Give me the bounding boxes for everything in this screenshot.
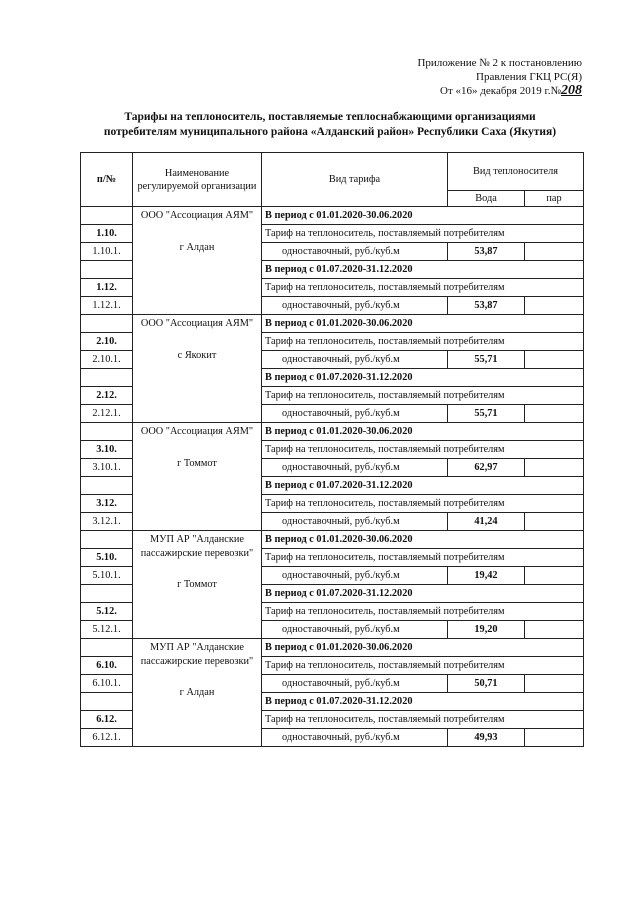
header-carrier: Вид теплоносителя xyxy=(448,153,584,191)
subitem-number: 5.12.1. xyxy=(81,621,133,639)
tariff-description: Тариф на теплоноситель, поставляемый потребителям xyxy=(262,603,584,621)
num-cell-empty xyxy=(81,639,133,657)
decree-number: 208 xyxy=(561,83,582,98)
org-place: г Томмот xyxy=(177,579,217,590)
org-cell xyxy=(133,207,262,315)
subitem-number: 1.12.1. xyxy=(81,297,133,315)
tariff-description: Тариф на теплоноситель, поставляемый потребителям xyxy=(262,495,584,513)
header-steam: пар xyxy=(525,191,584,207)
title-line-1: Тарифы на теплоноситель, поставляемые теплоснабжающими организациями xyxy=(124,111,536,123)
item-number: 2.10. xyxy=(81,333,133,351)
item-number: 3.10. xyxy=(81,441,133,459)
rate-type: одноставочный, руб./куб.м xyxy=(262,243,448,261)
item-number: 1.12. xyxy=(81,279,133,297)
org-place: г Томмот xyxy=(177,457,217,469)
num-cell-empty xyxy=(81,477,133,495)
org-name: ООО "Ассоциация АЯМ" xyxy=(140,210,254,221)
item-number: 5.12. xyxy=(81,603,133,621)
org-place: г Алдан xyxy=(179,241,215,253)
steam-value xyxy=(525,567,584,585)
org-place: г Алдан xyxy=(179,687,215,698)
num-cell-empty xyxy=(81,369,133,387)
period-label: В период с 01.01.2020-30.06.2020 xyxy=(262,207,584,225)
water-value: 55,71 xyxy=(448,351,525,369)
rate-type: одноставочный, руб./куб.м xyxy=(262,459,448,477)
tariff-table xyxy=(80,152,584,747)
tariff-description: Тариф на теплоноситель, поставляемый потребителям xyxy=(262,225,584,243)
header-org: Наименование регулируемой организации xyxy=(133,153,262,207)
water-value: 19,20 xyxy=(448,621,525,639)
steam-value xyxy=(525,459,584,477)
steam-value xyxy=(525,405,584,423)
rate-type: одноставочный, руб./куб.м xyxy=(262,351,448,369)
water-value: 62,97 xyxy=(448,459,525,477)
num-cell-empty xyxy=(81,531,133,549)
tariff-description: Тариф на теплоноситель, поставляемый потребителям xyxy=(262,711,584,729)
num-cell-empty xyxy=(81,693,133,711)
rate-type: одноставочный, руб./куб.м xyxy=(262,621,448,639)
item-number: 6.10. xyxy=(81,657,133,675)
subitem-number: 3.12.1. xyxy=(81,513,133,531)
num-cell-empty xyxy=(81,207,133,225)
tariff-description: Тариф на теплоноситель, поставляемый потребителям xyxy=(262,333,584,351)
period-label: В период с 01.07.2020-31.12.2020 xyxy=(262,585,584,603)
item-number: 6.12. xyxy=(81,711,133,729)
water-value: 50,71 xyxy=(448,675,525,693)
rate-type: одноставочный, руб./куб.м xyxy=(262,675,448,693)
steam-value xyxy=(525,351,584,369)
org-cell xyxy=(133,315,262,423)
period-label: В период с 01.07.2020-31.12.2020 xyxy=(262,693,584,711)
tariff-description: Тариф на теплоноситель, поставляемый потребителям xyxy=(262,657,584,675)
water-value: 53,87 xyxy=(448,243,525,261)
num-cell-empty xyxy=(81,261,133,279)
org-name: ООО "Ассоциация АЯМ" xyxy=(140,426,254,437)
subitem-number: 5.10.1. xyxy=(81,567,133,585)
steam-value xyxy=(525,675,584,693)
table-header-row xyxy=(81,153,584,191)
period-label: В период с 01.01.2020-30.06.2020 xyxy=(262,531,584,549)
period-row xyxy=(81,639,584,657)
subitem-number: 6.12.1. xyxy=(81,729,133,747)
subitem-number: 2.10.1. xyxy=(81,351,133,369)
rate-type: одноставочный, руб./куб.м xyxy=(262,513,448,531)
water-value: 55,71 xyxy=(448,405,525,423)
header-date: От «16» декабря 2019 г.№ xyxy=(440,85,561,97)
subitem-number: 1.10.1. xyxy=(81,243,133,261)
period-label: В период с 01.07.2020-31.12.2020 xyxy=(262,369,584,387)
rate-type: одноставочный, руб./куб.м xyxy=(262,729,448,747)
org-cell xyxy=(133,639,262,747)
header-water: Вода xyxy=(448,191,525,207)
header-num: п/№ xyxy=(81,153,133,207)
header-line-3 xyxy=(417,84,582,98)
period-label: В период с 01.07.2020-31.12.2020 xyxy=(262,261,584,279)
water-value: 19,42 xyxy=(448,567,525,585)
period-row xyxy=(81,423,584,441)
steam-value xyxy=(525,243,584,261)
org-cell xyxy=(133,531,262,639)
org-cell xyxy=(133,423,262,531)
subitem-number: 2.12.1. xyxy=(81,405,133,423)
water-value: 41,24 xyxy=(448,513,525,531)
period-label: В период с 01.01.2020-30.06.2020 xyxy=(262,423,584,441)
item-number: 1.10. xyxy=(81,225,133,243)
title-line-2: потребителям муниципального района «Алданский район» Республики Саха (Якутия) xyxy=(103,126,557,138)
period-row xyxy=(81,315,584,333)
tariff-description: Тариф на теплоноситель, поставляемый потребителям xyxy=(262,279,584,297)
steam-value xyxy=(525,729,584,747)
org-place: с Якокит xyxy=(177,349,217,361)
tariff-description: Тариф на теплоноситель, поставляемый потребителям xyxy=(262,549,584,567)
header-type: Вид тарифа xyxy=(262,153,448,207)
period-label: В период с 01.07.2020-31.12.2020 xyxy=(262,477,584,495)
period-label: В период с 01.01.2020-30.06.2020 xyxy=(262,315,584,333)
num-cell-empty xyxy=(81,423,133,441)
rate-type: одноставочный, руб./куб.м xyxy=(262,297,448,315)
water-value: 49,93 xyxy=(448,729,525,747)
item-number: 5.10. xyxy=(81,549,133,567)
water-value: 53,87 xyxy=(448,297,525,315)
subitem-number: 3.10.1. xyxy=(81,459,133,477)
subitem-number: 6.10.1. xyxy=(81,675,133,693)
rate-type: одноставочный, руб./куб.м xyxy=(262,567,448,585)
period-row xyxy=(81,207,584,225)
document-header xyxy=(417,56,582,98)
steam-value xyxy=(525,621,584,639)
steam-value xyxy=(525,297,584,315)
num-cell-empty xyxy=(81,315,133,333)
item-number: 3.12. xyxy=(81,495,133,513)
item-number: 2.12. xyxy=(81,387,133,405)
rate-type: одноставочный, руб./куб.м xyxy=(262,405,448,423)
period-label: В период с 01.01.2020-30.06.2020 xyxy=(262,639,584,657)
header-line-1: Приложение № 2 к постановлению xyxy=(417,57,582,69)
org-name: ООО "Ассоциация АЯМ" xyxy=(140,318,254,329)
document-title xyxy=(70,110,590,140)
header-line-2: Правления ГКЦ РС(Я) xyxy=(476,71,582,83)
period-row xyxy=(81,531,584,549)
num-cell-empty xyxy=(81,585,133,603)
tariff-description: Тариф на теплоноситель, поставляемый потребителям xyxy=(262,441,584,459)
org-name: МУП АР "Алданские пассажирские перевозки" xyxy=(140,534,254,559)
org-name: МУП АР "Алданские пассажирские перевозки" xyxy=(140,642,254,667)
tariff-description: Тариф на теплоноситель, поставляемый потребителям xyxy=(262,387,584,405)
steam-value xyxy=(525,513,584,531)
